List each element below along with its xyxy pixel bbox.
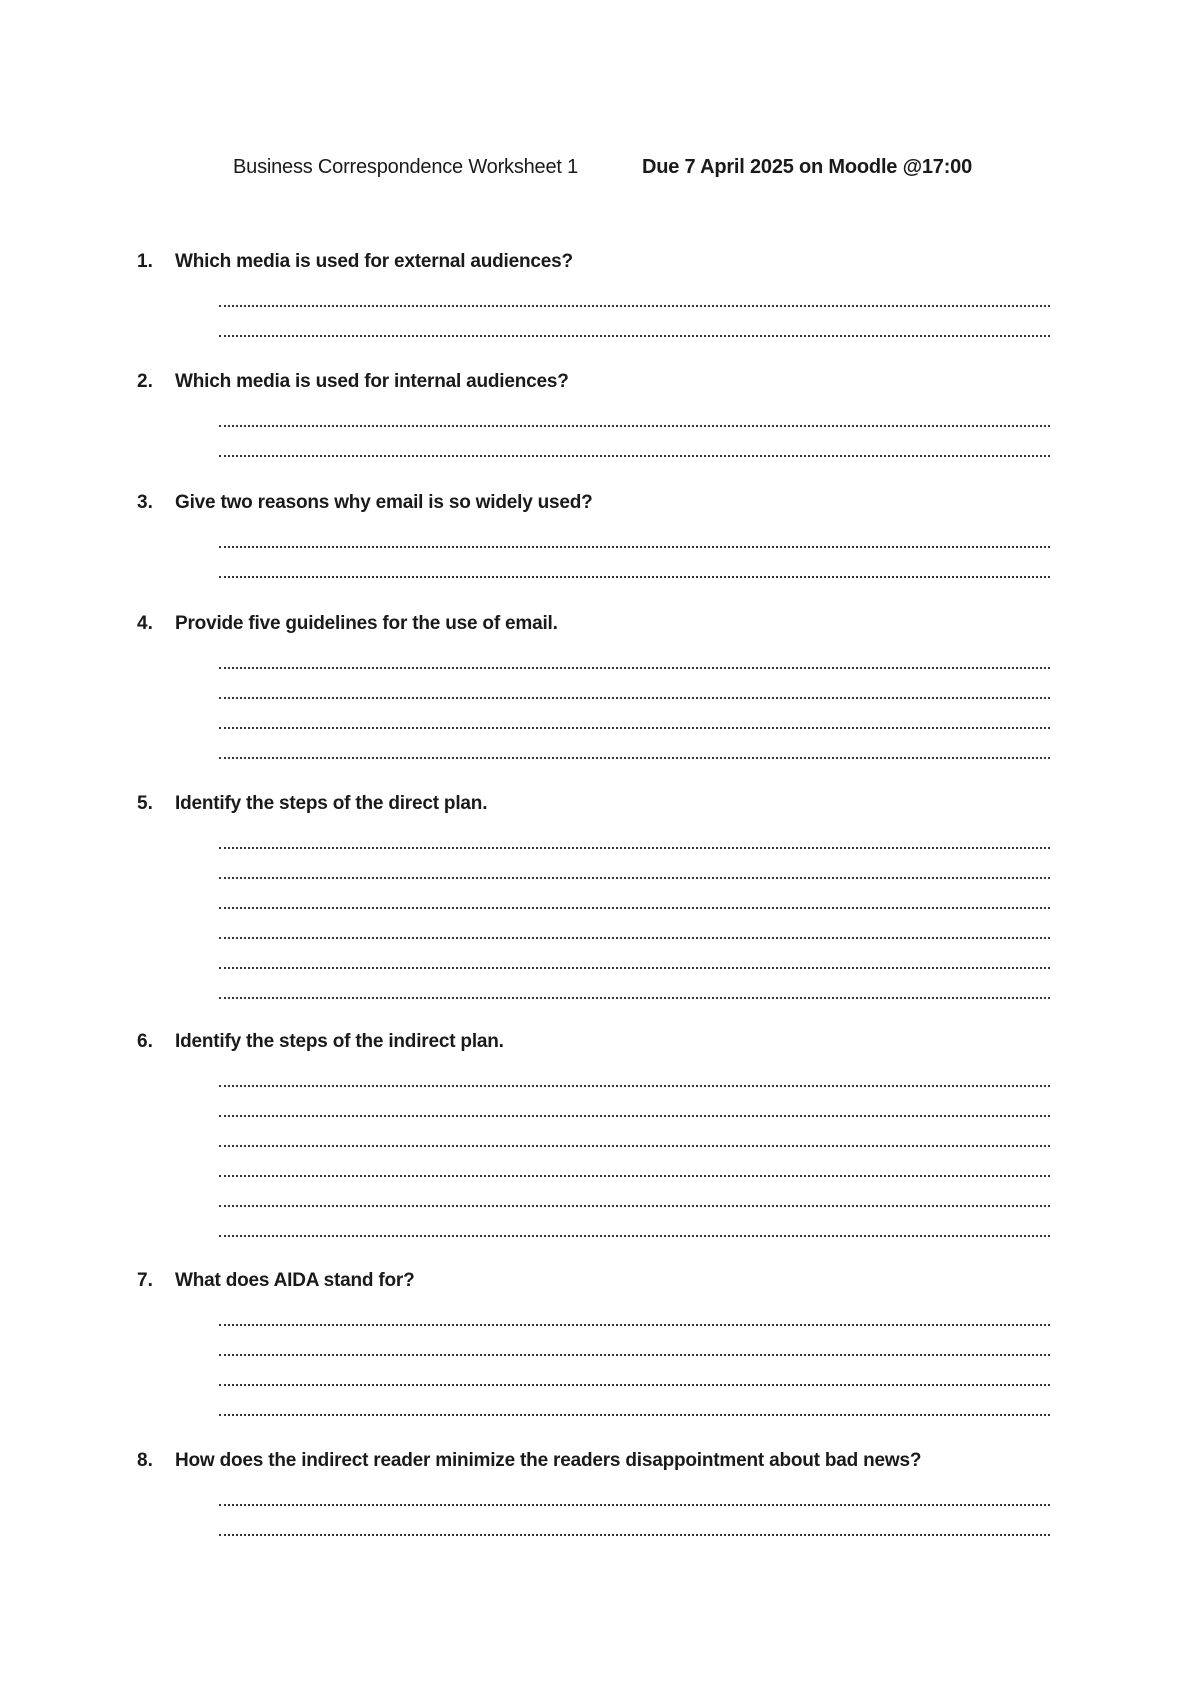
question-number: 1.: [137, 251, 153, 272]
question-text: How does the indirect reader minimize the readers disappointment about bad news?: [175, 1450, 922, 1471]
question-7: [0, 1266, 1200, 1416]
question-number: 6.: [137, 1031, 153, 1052]
question-5: [0, 789, 1200, 999]
answer-line[interactable]: [219, 1386, 1050, 1416]
answer-line[interactable]: [219, 1476, 1050, 1506]
answer-line[interactable]: [219, 939, 1050, 969]
answer-line[interactable]: [219, 1326, 1050, 1356]
answer-line[interactable]: [219, 879, 1050, 909]
answer-line[interactable]: [219, 397, 1050, 427]
answer-line[interactable]: [219, 729, 1050, 759]
question-4: [0, 609, 1200, 759]
question-number: 2.: [137, 371, 153, 392]
question-text: Give two reasons why email is so widely used?: [175, 492, 593, 513]
answer-line[interactable]: [219, 548, 1050, 578]
question-text: Identify the steps of the indirect plan.: [175, 1031, 504, 1052]
answer-line[interactable]: [219, 427, 1050, 457]
question-8: [0, 1446, 1200, 1536]
question-text: Provide five guidelines for the use of email.: [175, 613, 558, 634]
answer-line[interactable]: [219, 819, 1050, 849]
answer-line[interactable]: [219, 969, 1050, 999]
question-number: 8.: [137, 1450, 153, 1471]
answer-line[interactable]: [219, 909, 1050, 939]
answer-line[interactable]: [219, 699, 1050, 729]
answer-line[interactable]: [219, 518, 1050, 548]
question-text: Identify the steps of the direct plan.: [175, 793, 488, 814]
answer-line[interactable]: [219, 1087, 1050, 1117]
question-text: Which media is used for external audiences?: [175, 251, 573, 272]
question-2: [0, 367, 1200, 457]
question-number: 5.: [137, 793, 153, 814]
answer-line[interactable]: [219, 1057, 1050, 1087]
worksheet-header: [0, 152, 1200, 182]
answer-line[interactable]: [219, 1356, 1050, 1386]
answer-line[interactable]: [219, 1177, 1050, 1207]
answer-line[interactable]: [219, 1506, 1050, 1536]
answer-line[interactable]: [219, 639, 1050, 669]
answer-line[interactable]: [219, 277, 1050, 307]
question-text: Which media is used for internal audiences?: [175, 371, 569, 392]
question-6: [0, 1027, 1200, 1237]
question-number: 3.: [137, 492, 153, 513]
answer-line[interactable]: [219, 1117, 1050, 1147]
due-date-notice: Due 7 April 2025 on Moodle @17:00: [642, 156, 973, 178]
answer-line[interactable]: [219, 1296, 1050, 1326]
answer-line[interactable]: [219, 1207, 1050, 1237]
question-text: What does AIDA stand for?: [175, 1270, 415, 1291]
question-number: 4.: [137, 613, 153, 634]
question-number: 7.: [137, 1270, 153, 1291]
question-1: [0, 247, 1200, 337]
answer-line[interactable]: [219, 849, 1050, 879]
answer-line[interactable]: [219, 1147, 1050, 1177]
answer-line[interactable]: [219, 669, 1050, 699]
question-3: [0, 488, 1200, 578]
worksheet-title: Business Correspondence Worksheet 1: [233, 156, 579, 178]
answer-line[interactable]: [219, 307, 1050, 337]
